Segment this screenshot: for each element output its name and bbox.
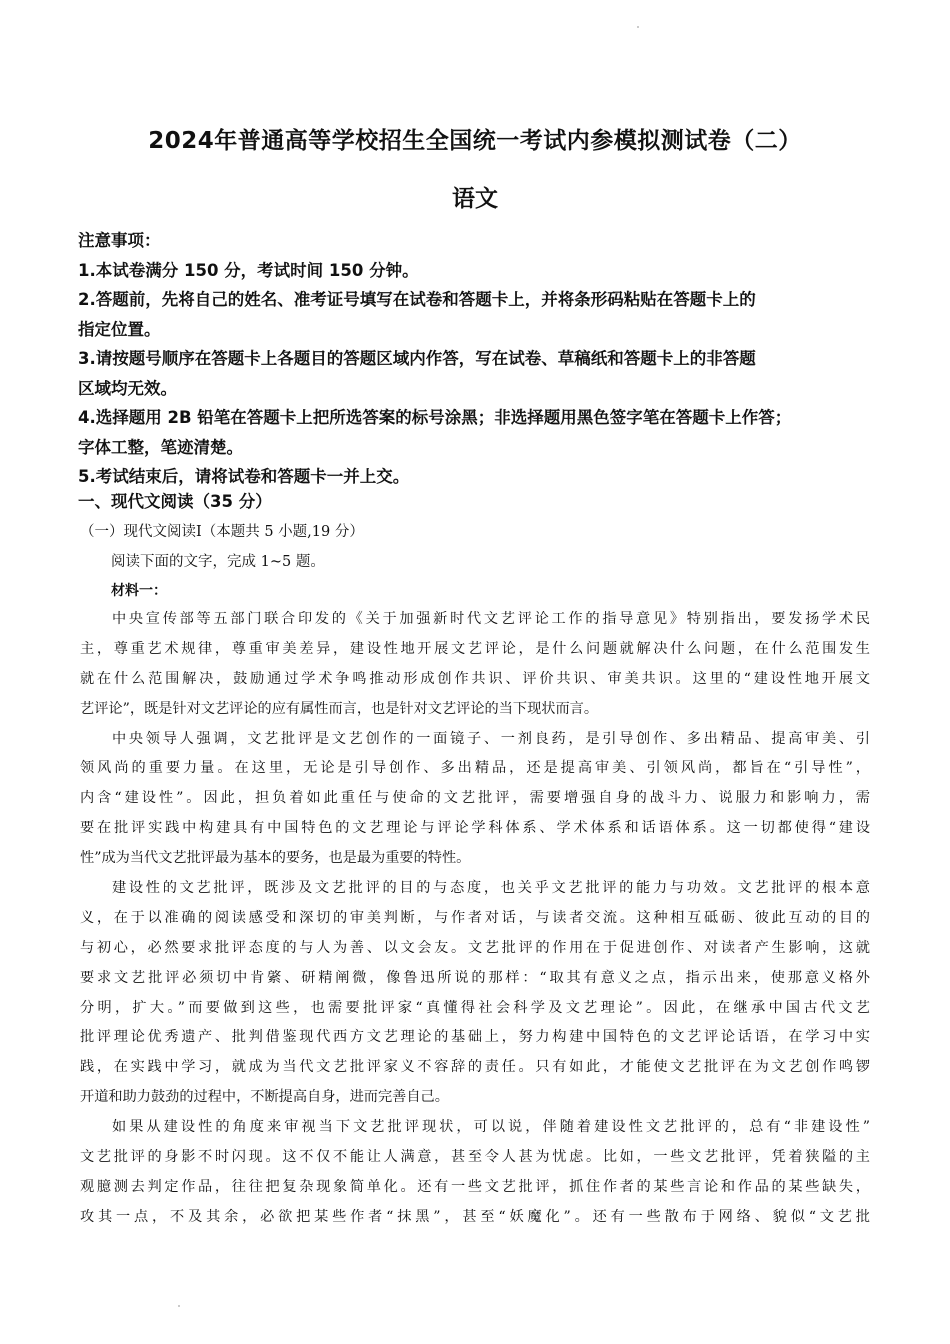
- scan-speck: [178, 1305, 180, 1307]
- subsection-heading: （一）现代文阅读Ⅰ（本题共 5 小题,19 分）: [80, 524, 364, 540]
- passage-line: 义，在于以准确的阅读感受和深切的审美判断，与作者对话，与读者交流。这种相互砥砺、彼此互动的目的: [80, 909, 870, 926]
- passage-line: 如果从建设性的角度来审视当下文艺批评现状，可以说，伴随着建设性文艺批评的，总有“非建设性”: [112, 1119, 870, 1136]
- passage-line: 文艺批评的身影不时闪现。这不仅不能让人满意，甚至令人甚为忧虑。比如，一些文艺批评，凭着狭隘的主: [80, 1149, 870, 1166]
- notes-block: [78, 226, 878, 492]
- passage-line: 就在什么范围解决，鼓励通过学术争鸣推动形成创作共识、评价共识、审美共识。这里的“建设性地开展文: [80, 670, 870, 687]
- passage-line: 领风尚的重要力量。在这里，无论是引导创作、多出精品，还是提高审美、引领风尚，都旨在“引导性”，: [80, 760, 870, 777]
- passage-line: 观臆测去判定作品，往往把复杂现象简单化。还有一些文艺批评，抓住作者的某些言论和作品的某些缺失，: [80, 1178, 870, 1195]
- notes-line: 1.本试卷满分 150 分，考试时间 150 分钟。: [78, 260, 419, 280]
- notes-line: 4.选择题用 2B 铅笔在答题卡上把所选答案的标号涂黑；非选择题用黑色签字笔在答题卡上作答；: [78, 408, 792, 427]
- notes-line: 3.请按题号顺序在答题卡上各题目的答题区域内作答，写在试卷、草稿纸和答题卡上的非答题: [78, 349, 756, 368]
- passage-line: 要求文艺批评必须切中肯綮、研精阐微，像鲁迅所说的那样：“取其有意义之点，指示出来，使那意义格外: [80, 969, 870, 986]
- passage-line: 践，在实践中学习，就成为当代文艺批评家义不容辞的责任。只有如此，才能使文艺批评在为文艺创作鸣锣: [80, 1059, 870, 1076]
- notes-heading: 注意事项：: [78, 231, 161, 250]
- passage-line: 与初心，必然要求批评态度的与人为善、以文会友。文艺批评的作用在于促进创作、对读者产生影响，这就: [80, 939, 870, 956]
- notes-line: 5.考试结束后，请将试卷和答题卡一并上交。: [78, 467, 410, 486]
- notes-line: 区域均无效。: [78, 378, 177, 398]
- passage-line: 内含“建设性”。因此，担负着如此重任与使命的文艺批评，需要增强自身的战斗力、说服力和影响力，需: [80, 790, 870, 807]
- passage-line: 性”成为当代文艺批评最为基本的要务，也是最为重要的特性。: [80, 850, 471, 867]
- material-label: 材料一：: [111, 583, 167, 599]
- section-heading: 一、现代文阅读（35 分）: [78, 492, 272, 511]
- passage-line: 分明，扩大。”而要做到这些，也需要批评家“真懂得社会科学及文艺理论”。因此，在继承中国古代文艺: [80, 999, 870, 1016]
- reading-instruction: 阅读下面的文字，完成 1~5 题。: [111, 554, 325, 570]
- scan-speck: [637, 26, 639, 28]
- reading-passage: [80, 605, 870, 1233]
- passage-line: 艺评论”，既是针对文艺评论的应有属性而言，也是针对文艺评论的当下现状而言。: [80, 700, 599, 717]
- passage-line: 要在批评实践中构建具有中国特色的文艺理论与评论学科体系、学术体系和话语体系。这一切都使得“建设: [80, 820, 870, 837]
- notes-line: 指定位置。: [78, 319, 161, 339]
- passage-line: 主，尊重艺术规律，尊重审美差异，建设性地开展文艺评论，是什么问题就解决什么问题，在什么范围发生: [80, 640, 870, 657]
- passage-line: 建设性的文艺批评，既涉及文艺批评的目的与态度，也关乎文艺批评的能力与功效。文艺批评的根本意: [112, 880, 870, 897]
- passage-line: 开道和助力鼓劲的过程中，不断提高自身，进而完善自己。: [80, 1089, 449, 1106]
- notes-line: 字体工整，笔迹清楚。: [78, 437, 243, 457]
- passage-line: 批评理论优秀遗产、批判借鉴现代西方文艺理论的基础上，努力构建中国特色的文艺评论话语，在学习中实: [80, 1029, 870, 1046]
- passage-line: 中央宣传部等五部门联合印发的《关于加强新时代文艺评论工作的指导意见》特别指出，要发扬学术民: [112, 611, 870, 627]
- passage-line: 中央领导人强调，文艺批评是文艺创作的一面镜子、一剂良药，是引导创作、多出精品、提高审美、引: [112, 730, 870, 747]
- exam-subject: 语文: [452, 186, 498, 212]
- notes-line: 2.答题前，先将自己的姓名、准考证号填写在试卷和答题卡上，并将条形码粘贴在答题卡上的: [78, 290, 756, 309]
- passage-line: 攻其一点，不及其余，必欲把某些作者“抹黑”，甚至“妖魔化”。还有一些散布于网络、貌似“文艺批: [80, 1208, 870, 1225]
- exam-title: 2024年普通高等学校招生全国统一考试内参模拟测试卷（二）: [148, 128, 802, 154]
